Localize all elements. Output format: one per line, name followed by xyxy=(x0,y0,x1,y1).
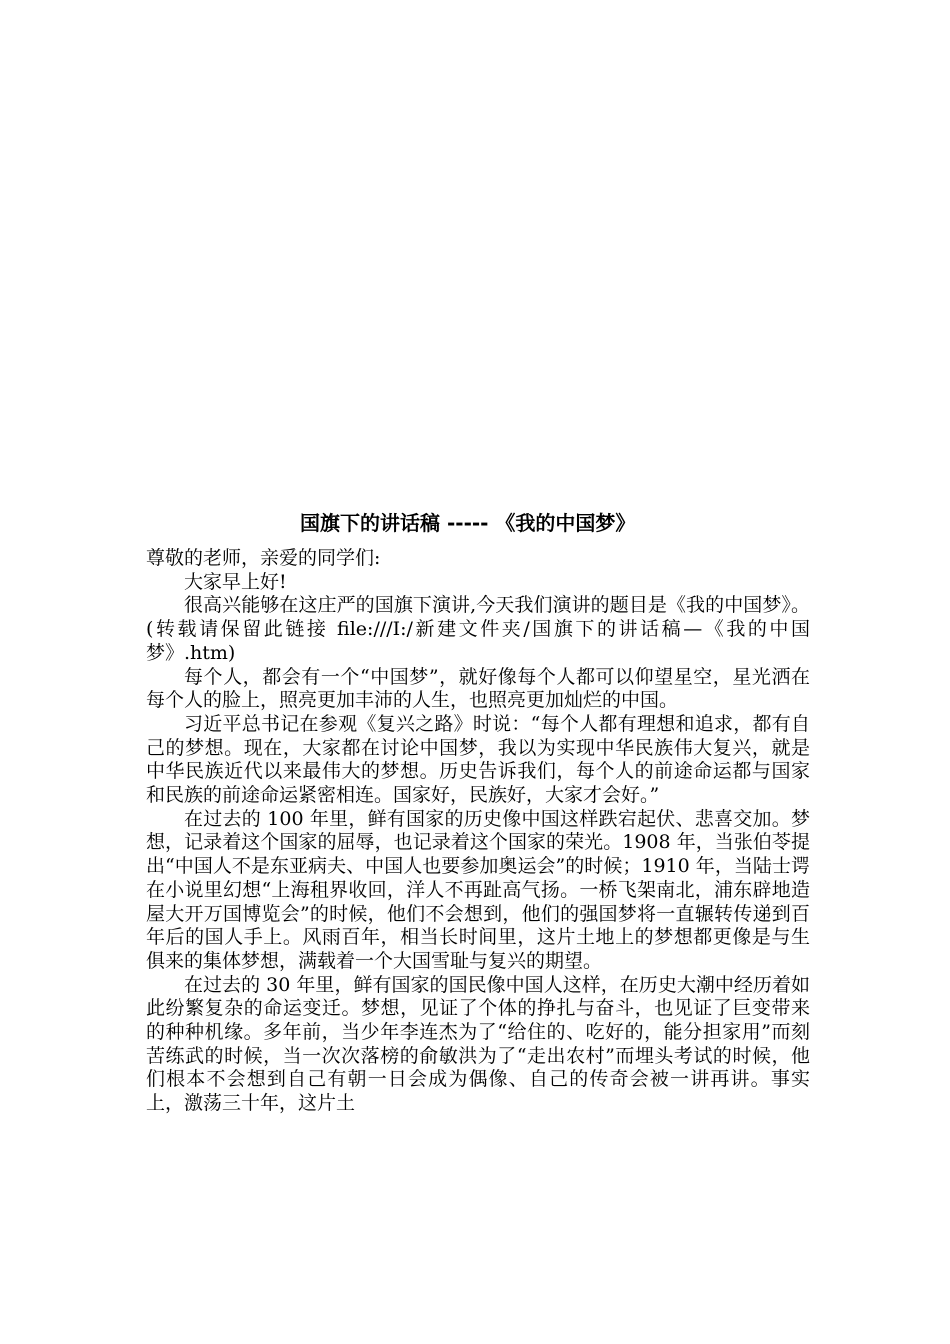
paragraph-dream: 每个人，都会有一个“中国梦”，就好像每个人都可以仰望星空，星光洒在每个人的脸上，照亮更加丰沛的人生，也照亮更加灿烂的中国。 xyxy=(146,665,810,712)
paragraph-intro: 很高兴能够在这庄严的国旗下演讲,今天我们演讲的题目是《我的中国梦》。(转载请保留此链接 file:///I:/新建文件夹/国旗下的讲话稿—《我的中国梦》.htm) xyxy=(146,594,810,664)
paragraph-greeting: 大家早上好! xyxy=(184,570,287,593)
paragraph-century: 在过去的 100 年里，鲜有国家的历史像中国这样跌宕起伏、悲喜交加。梦想，记录着这个国家的屈辱，也记录着这个国家的荣光。1908 年，当张伯苓提出“中国人不是东亚病夫、中国人也要参加奥运会”的时候；1910 年，当陆士谔在小说里幻想“上海租界收回，洋人不再趾高气扬。一桥飞架南北，浦东辟地造屋大开万国博览会”的时候，他们不会想到，他们的强国梦将一直辗转传递到百年后的国人手上。风雨百年，相当长时间里，这片土地上的梦想都更像是与生俱来的集体梦想，满载着一个大国雪耻与复兴的期望。 xyxy=(146,807,810,972)
document-body xyxy=(146,547,810,1116)
document-title: 国旗下的讲话稿 ----- 《我的中国梦》 xyxy=(300,511,636,535)
paragraph-thirty-years: 在过去的 30 年里，鲜有国家的国民像中国人这样，在历史大潮中经历着如此纷繁复杂的命运变迁。梦想，见证了个体的挣扎与奋斗，也见证了巨变带来的种种机缘。多年前，当少年李连杰为了“给住的、吃好的，能分担家用”而刻苦练武的时候，当一次次落榜的俞敏洪为了“走出农村”而埋头考试的时候，他们根本不会想到自己有朝一日会成为偶像、自己的传奇会被一讲再讲。事实上，激荡三十年，这片土 xyxy=(146,973,810,1115)
salutation: 尊敬的老师，亲爱的同学们: xyxy=(146,547,381,569)
paragraph-quote: 习近平总书记在参观《复兴之路》时说：“每个人都有理想和追求，都有自己的梦想。现在，大家都在讨论中国梦，我以为实现中华民族伟大复兴，就是中华民族近代以来最伟大的梦想。历史告诉我们，每个人的前途命运都与国家和民族的前途命运紧密相连。国家好，民族好，大家才会好。” xyxy=(146,712,810,807)
